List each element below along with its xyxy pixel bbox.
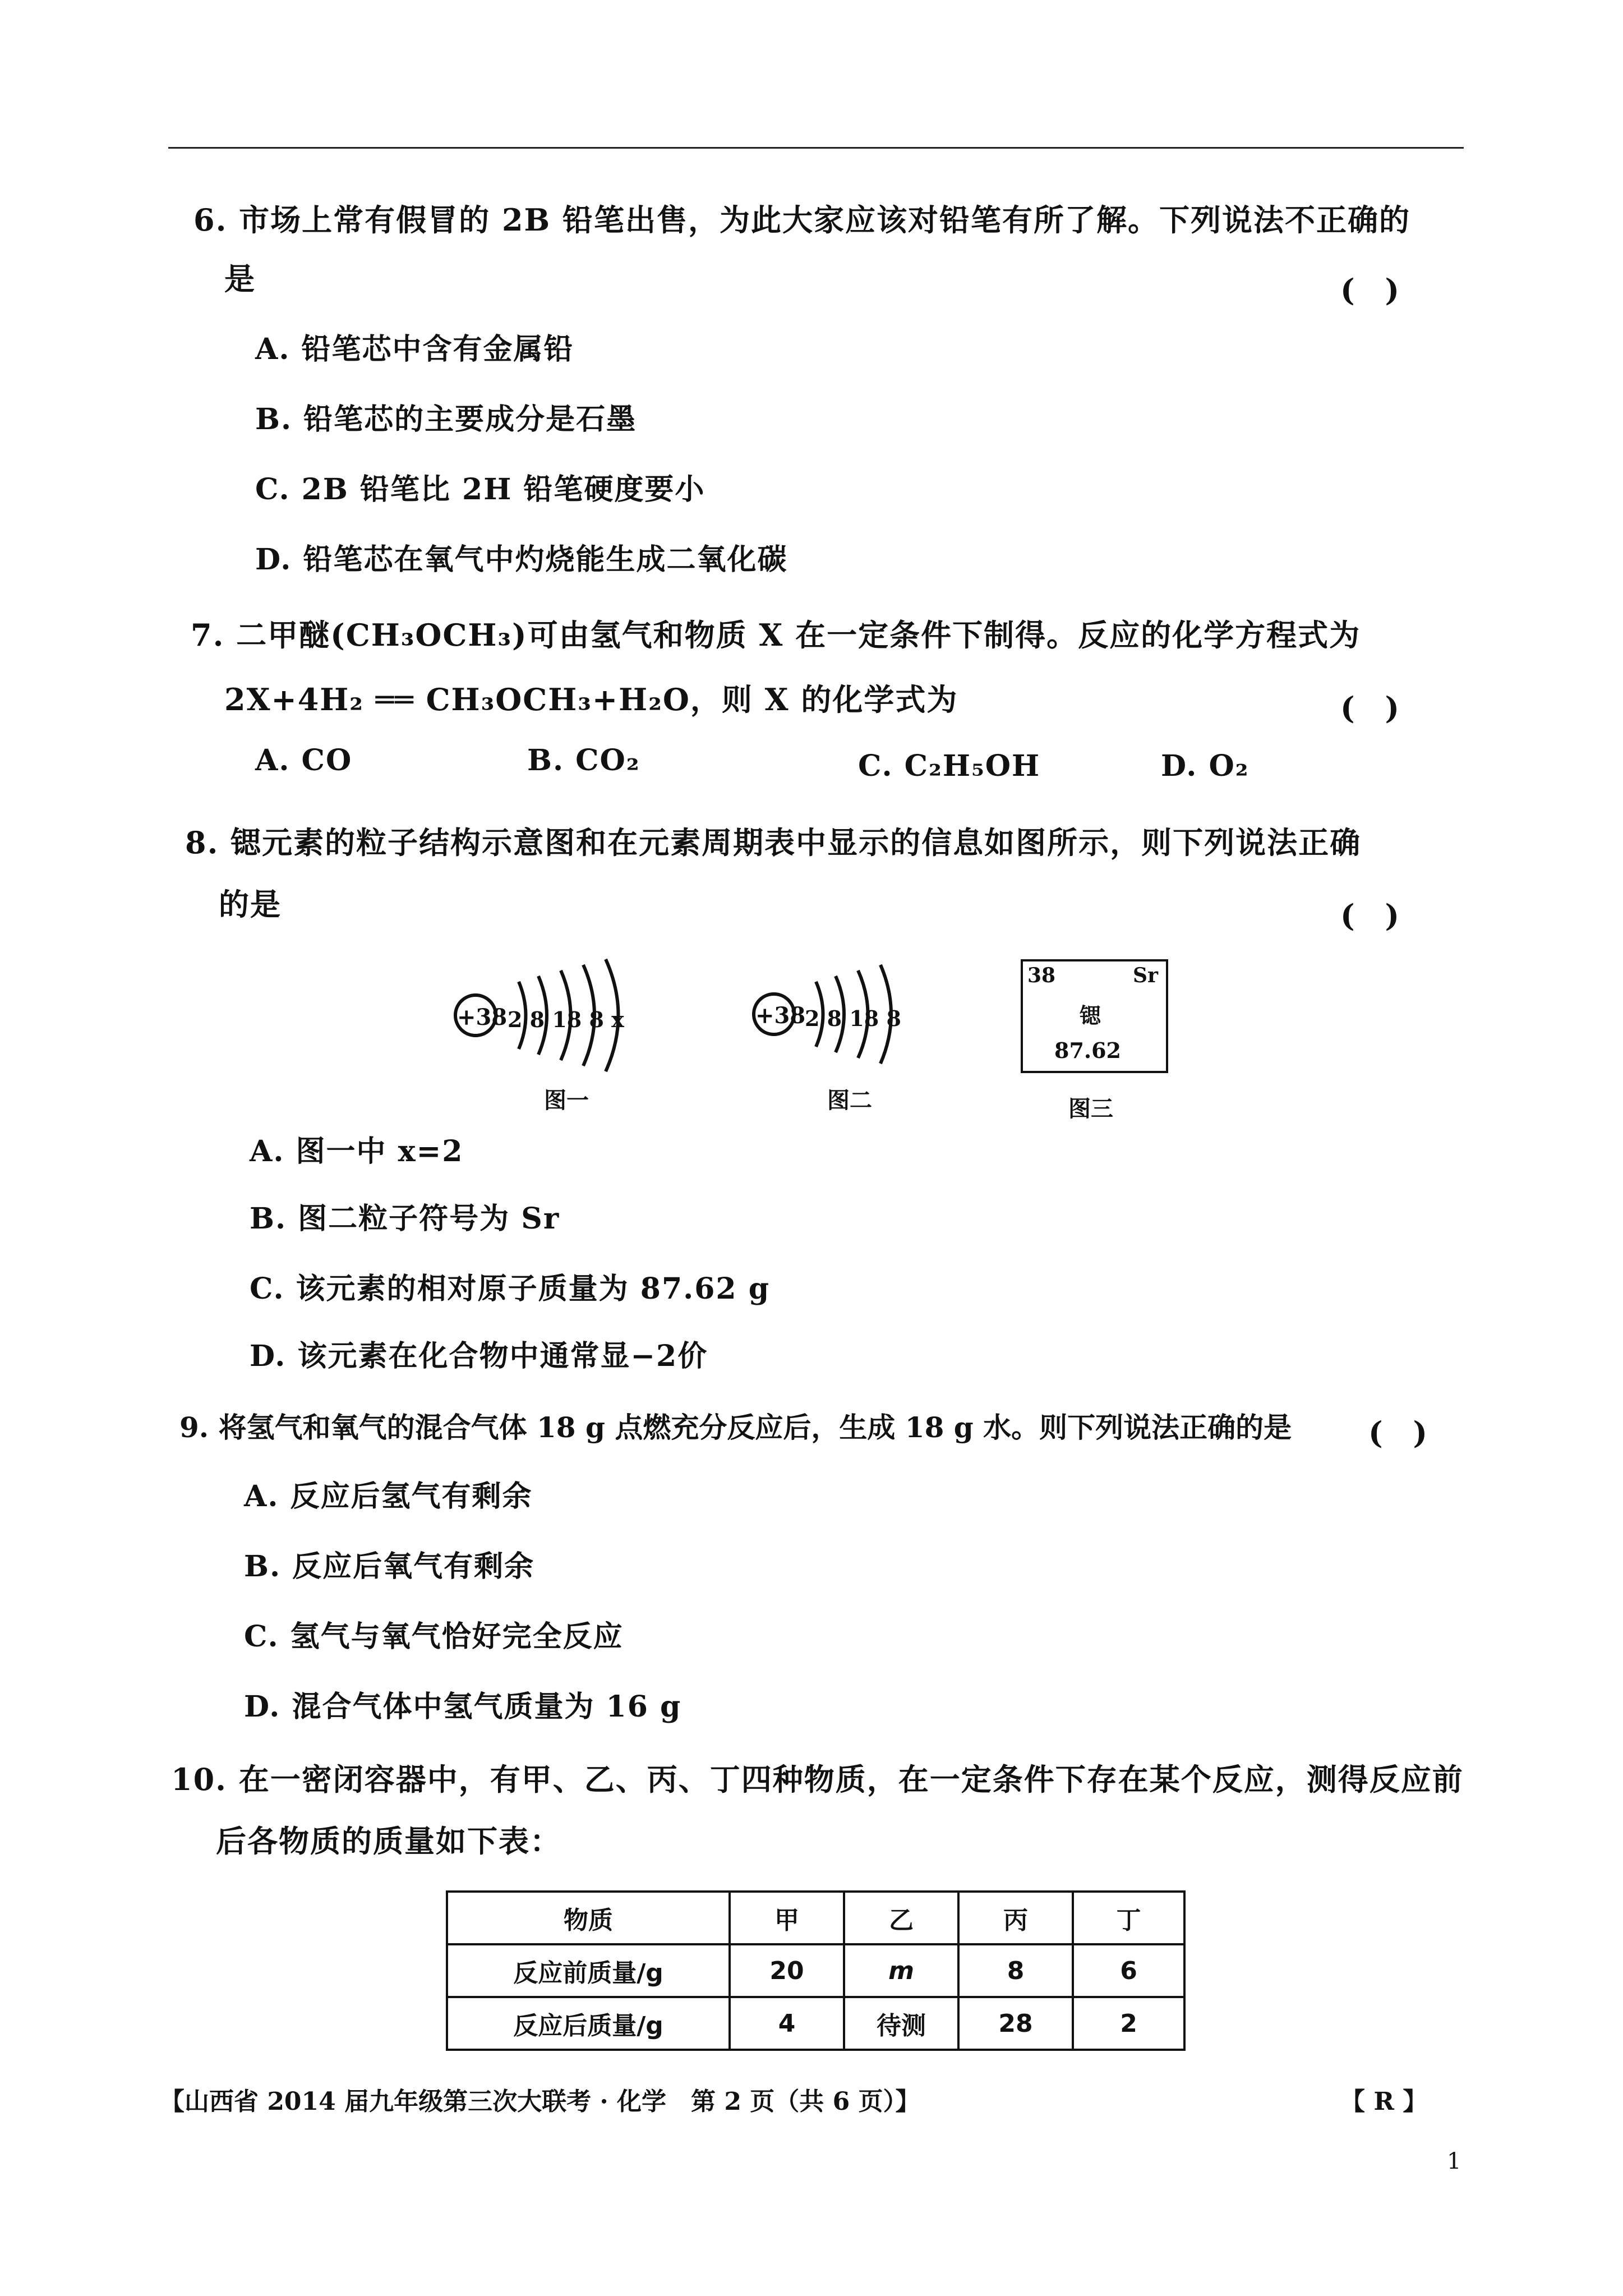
table-cell: 6 bbox=[1073, 1944, 1184, 1997]
top-rule bbox=[168, 147, 1464, 149]
table-cell: 待测 bbox=[844, 1997, 958, 2050]
page-footer-edition-mark: 【 R 】 bbox=[1340, 2087, 1428, 2116]
page-number: 1 bbox=[1447, 2148, 1461, 2174]
table-header-cell: 甲 bbox=[730, 1892, 844, 1944]
q9-answer-paren: ( ) bbox=[1368, 1415, 1428, 1451]
q8-option-b: B. 图二粒子符号为 Sr bbox=[250, 1202, 560, 1236]
q7-option-a: A. CO bbox=[255, 743, 353, 777]
q9-stem: 9. 将氢气和氧气的混合气体 18 g 点燃充分反应后，生成 18 g 水。则下列说法正确的是 bbox=[179, 1411, 1292, 1444]
q8-figure3-symbol: Sr bbox=[1133, 964, 1158, 987]
q8-figure1-shells: 2 8 18 8 x bbox=[508, 1007, 624, 1032]
page-footer-source: 【山西省 2014 届九年级第三次大联考 · 化学 第 2 页（共 6 页）】 bbox=[160, 2087, 920, 2116]
table-row bbox=[447, 1997, 1184, 2050]
table-cell: 2 bbox=[1073, 1997, 1184, 2050]
q6-option-d: D. 铅笔芯在氧气中灼烧能生成二氧化碳 bbox=[255, 542, 788, 577]
table-cell: m bbox=[844, 1944, 958, 1997]
q6-option-a: A. 铅笔芯中含有金属铅 bbox=[255, 332, 574, 366]
q10-stem-line2: 后各物质的质量如下表： bbox=[216, 1823, 561, 1859]
q7-option-d: D. O₂ bbox=[1161, 749, 1249, 783]
table-cell: 28 bbox=[958, 1997, 1073, 2050]
q6-option-b: B. 铅笔芯的主要成分是石墨 bbox=[255, 402, 637, 436]
q8-stem-line1: 8. 锶元素的粒子结构示意图和在元素周期表中显示的信息如图所示，则下列说法正确 bbox=[185, 825, 1362, 861]
table-header-cell: 丙 bbox=[958, 1892, 1073, 1944]
q7-stem-line1: 7. 二甲醚(CH₃OCH₃)可由氢气和物质 X 在一定条件下制得。反应的化学方程式为 bbox=[191, 617, 1361, 653]
q8-figure1-nucleus: +38 bbox=[457, 1004, 508, 1030]
table-cell: 反应前质量/g bbox=[447, 1944, 730, 1997]
q8-figure2-nucleus: +38 bbox=[755, 1002, 806, 1029]
table-row bbox=[447, 1944, 1184, 1997]
q8-option-a: A. 图一中 x=2 bbox=[250, 1134, 464, 1168]
q8-stem-line2: 的是 bbox=[219, 886, 282, 922]
table-cell: 4 bbox=[730, 1997, 844, 2050]
table-header-row bbox=[447, 1892, 1184, 1944]
q8-figure1-caption: 图一 bbox=[544, 1087, 589, 1114]
table-header-cell: 物质 bbox=[447, 1892, 730, 1944]
q6-stem-line2: 是 bbox=[224, 261, 256, 297]
q8-figure3-element-name: 锶 bbox=[1080, 1003, 1101, 1028]
q6-stem-line1: 6. 市场上常有假冒的 2B 铅笔出售，为此大家应该对铅笔有所了解。下列说法不正确的 bbox=[193, 202, 1410, 238]
q8-figure2-shells: 2 8 18 8 bbox=[805, 1006, 901, 1031]
q10-mass-table bbox=[446, 1890, 1186, 2051]
q8-answer-paren: ( ) bbox=[1340, 898, 1400, 933]
table-header-cell: 乙 bbox=[844, 1892, 958, 1944]
q10-stem-line1: 10. 在一密闭容器中，有甲、乙、丙、丁四种物质，在一定条件下存在某个反应，测得反应前 bbox=[171, 1761, 1464, 1797]
q6-answer-paren: ( ) bbox=[1340, 272, 1400, 308]
q9-option-d: D. 混合气体中氢气质量为 16 g bbox=[244, 1690, 682, 1724]
q8-option-c: C. 该元素的相对原子质量为 87.62 g bbox=[250, 1272, 771, 1306]
q8-figure2-caption: 图二 bbox=[827, 1087, 872, 1114]
q8-option-d: D. 该元素在化合物中通常显−2价 bbox=[250, 1339, 708, 1373]
q7-answer-paren: ( ) bbox=[1340, 690, 1400, 726]
q9-option-a: A. 反应后氢气有剩余 bbox=[244, 1479, 533, 1513]
table-cell: 20 bbox=[730, 1944, 844, 1997]
table-cell: 8 bbox=[958, 1944, 1073, 1997]
table-cell: 反应后质量/g bbox=[447, 1997, 730, 2050]
q8-figure3-atomic-mass: 87.62 bbox=[1054, 1038, 1121, 1063]
q8-figure3-atomic-number: 38 bbox=[1027, 964, 1056, 987]
table-header-cell: 丁 bbox=[1073, 1892, 1184, 1944]
q6-option-c: C. 2B 铅笔比 2H 铅笔硬度要小 bbox=[255, 472, 706, 507]
q9-option-c: C. 氢气与氧气恰好完全反应 bbox=[244, 1619, 624, 1654]
q8-figure3-caption: 图三 bbox=[1068, 1096, 1113, 1122]
q7-stem-line2: 2X+4H₂ ══ CH₃OCH₃+H₂O，则 X 的化学式为 bbox=[224, 682, 958, 717]
q7-option-c: C. C₂H₅OH bbox=[858, 749, 1041, 783]
q7-option-b: B. CO₂ bbox=[527, 743, 640, 777]
q9-option-b: B. 反应后氧气有剩余 bbox=[244, 1549, 535, 1584]
